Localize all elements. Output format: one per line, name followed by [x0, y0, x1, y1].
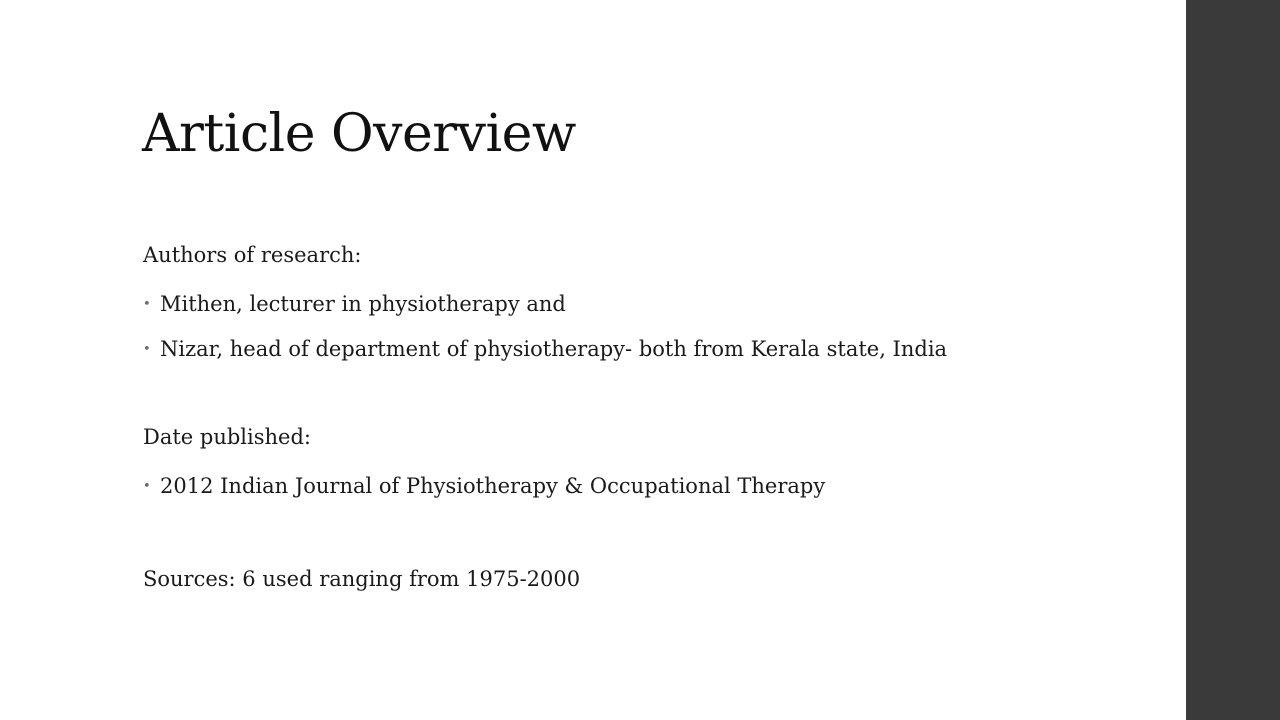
bullet-icon: • [143, 297, 151, 312]
bullet-icon: • [143, 342, 151, 357]
date-text: 2012 Indian Journal of Physiotherapy & Occupational Therapy [160, 474, 826, 498]
bullet-icon: • [143, 479, 151, 494]
list-item [143, 474, 1043, 499]
date-heading: Date published: [143, 425, 311, 449]
author-text: Nizar, head of department of physiotherapy- both from Kerala state, India [160, 337, 948, 361]
sources-text: Sources: 6 used ranging from 1975-2000 [143, 567, 581, 591]
side-accent-bar [1186, 0, 1280, 720]
authors-heading: Authors of research: [143, 243, 362, 267]
slide-body [143, 243, 1043, 592]
slide-title: Article Overview [142, 104, 576, 164]
author-text: Mithen, lecturer in physiotherapy and [160, 292, 566, 316]
date-list [143, 474, 1043, 499]
authors-list [143, 292, 1043, 362]
list-item [143, 292, 1043, 317]
list-item [143, 337, 1043, 362]
